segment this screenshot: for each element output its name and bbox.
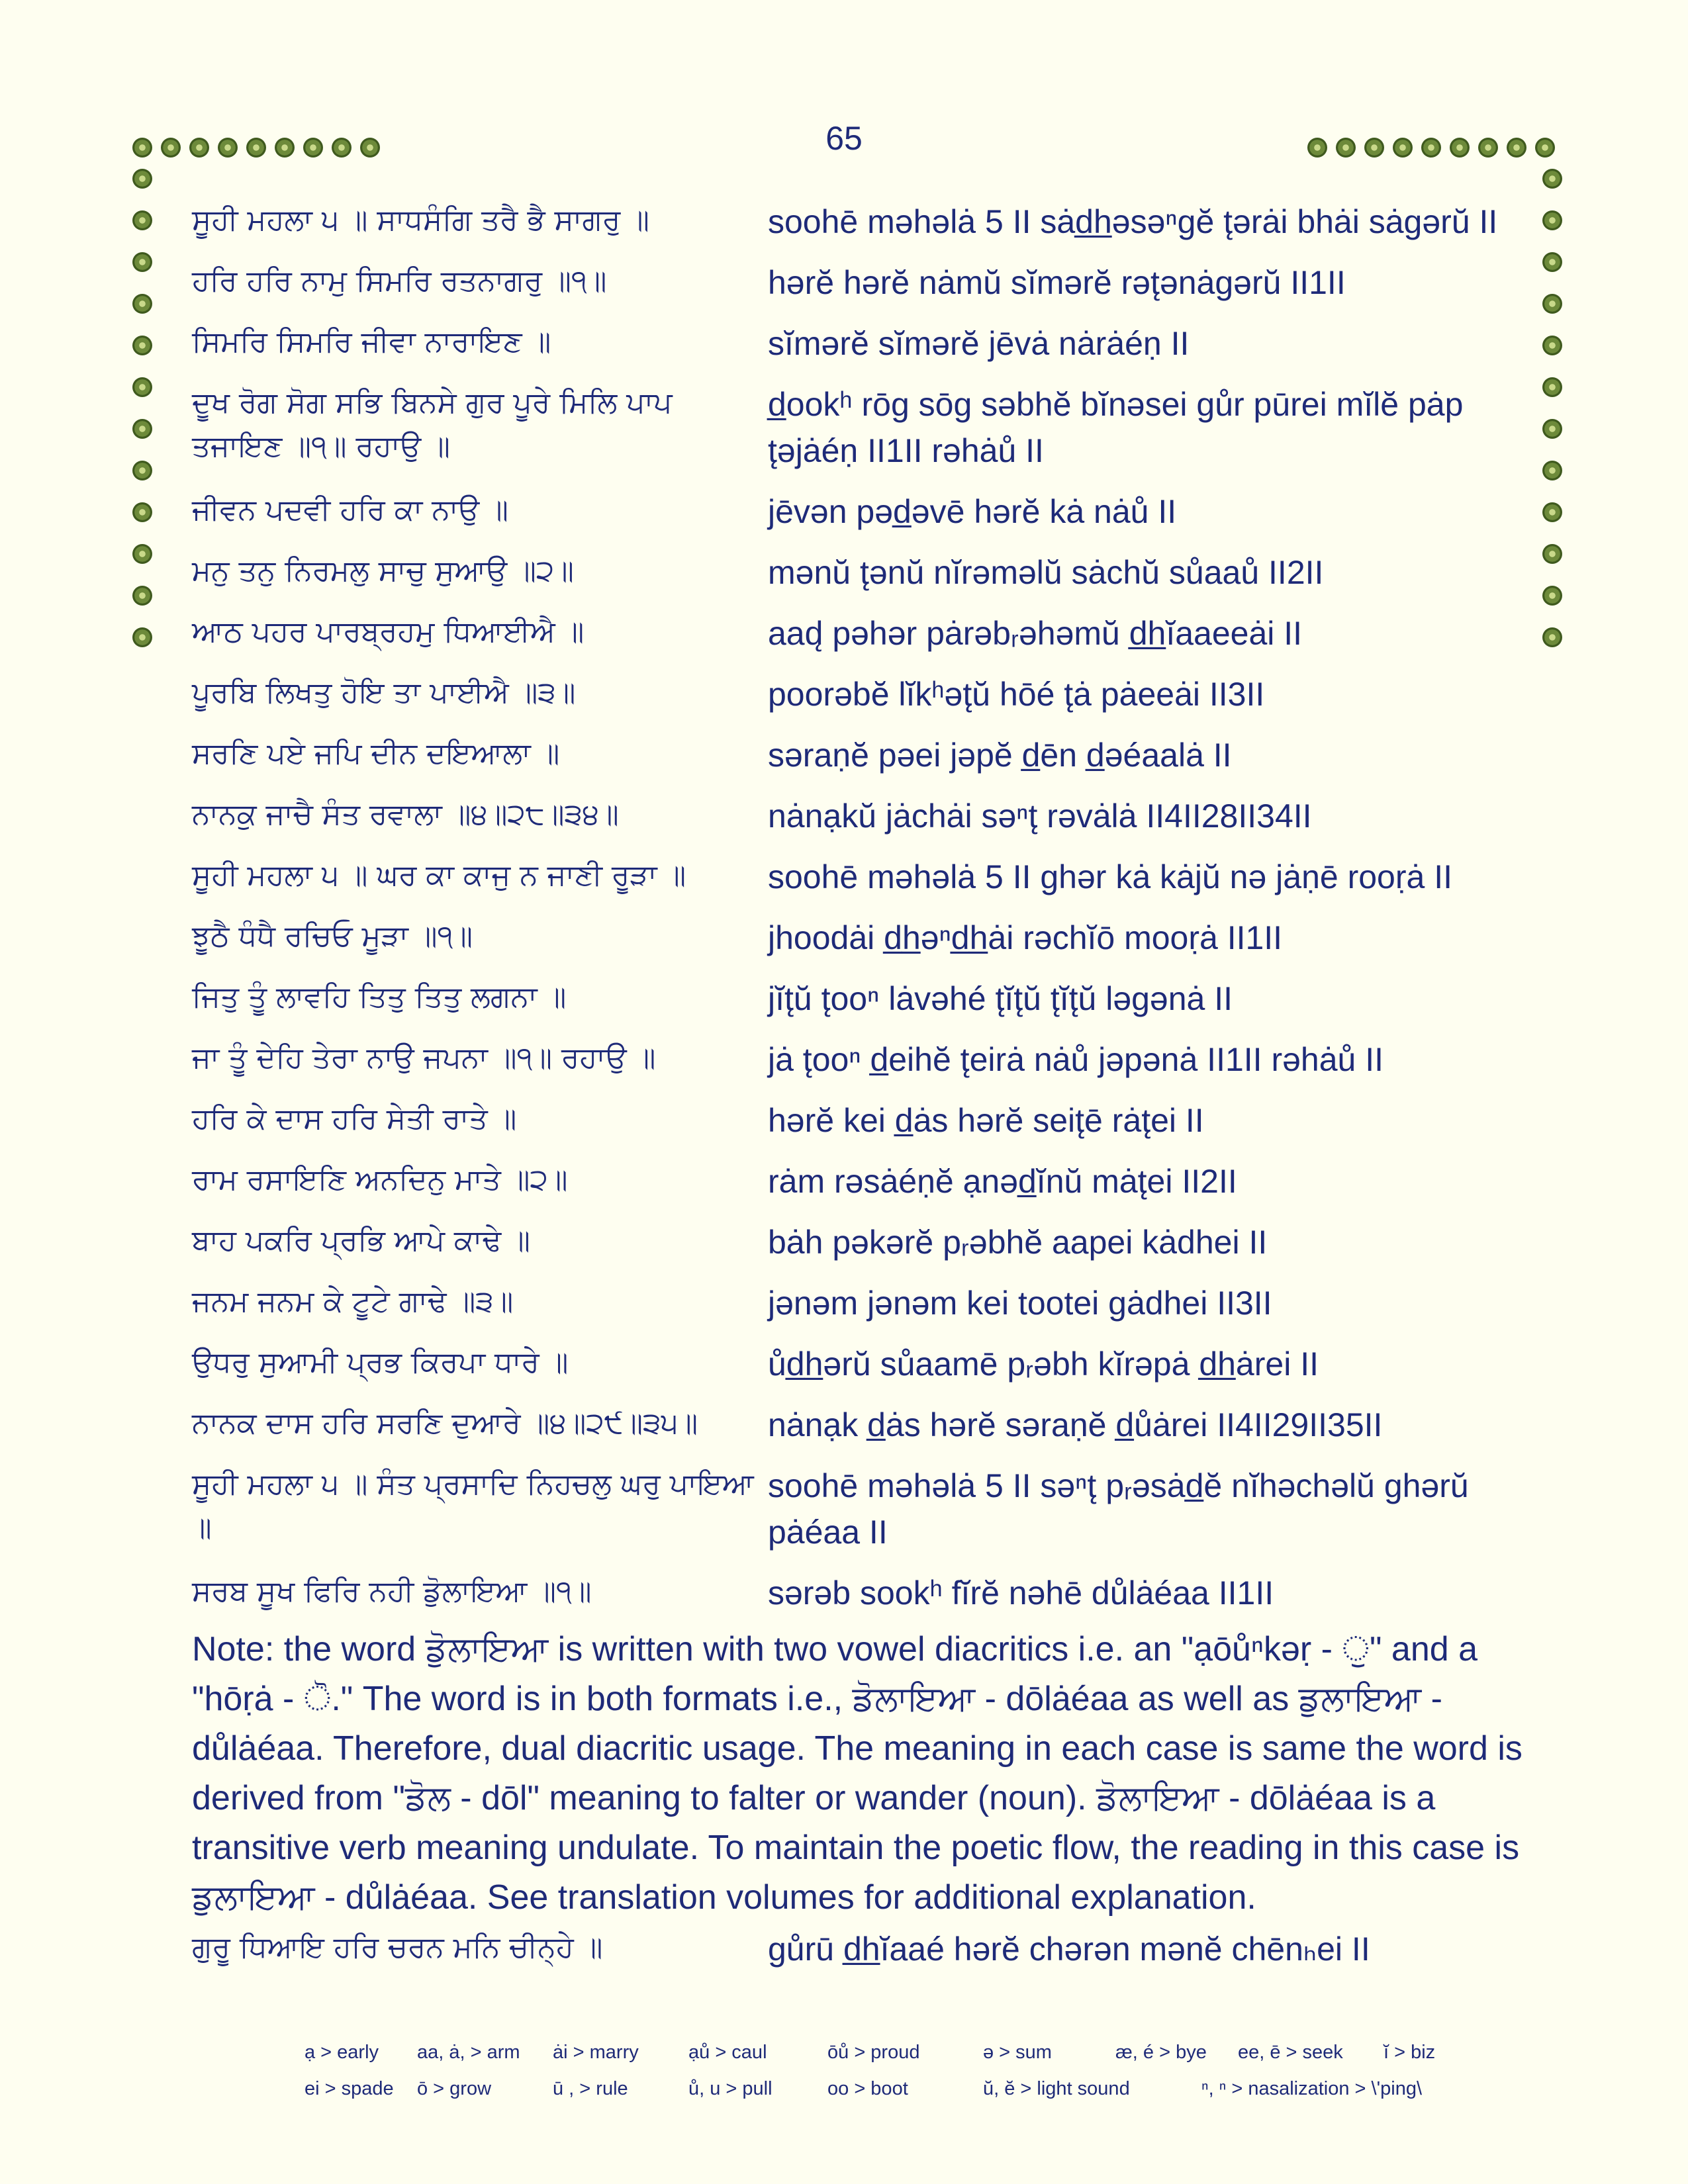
verse-row (192, 854, 1523, 900)
flower-ornament (1542, 586, 1562, 606)
flower-ornament (132, 210, 152, 230)
legend-item: ŭ, ĕ > light sound (983, 2078, 1130, 2099)
gurmukhi-text: ਸਰਣਿ ਪਏ ਜਪਿ ਦੀਨ ਦਇਆਲਾ ॥ (192, 737, 560, 770)
legend-item: ạů > caul (688, 2042, 767, 2063)
transliteration-text: səraṇĕ pəei jəpĕ d̲ēn d̲əéaalȧ II (768, 737, 1232, 774)
flower-ornament (132, 336, 152, 355)
flower-ornament (246, 138, 266, 158)
legend-item: æ, é > bye (1115, 2042, 1207, 2063)
verse-row (192, 1341, 1523, 1387)
flower-ornament (1336, 138, 1356, 158)
flower-ornament (1542, 627, 1562, 647)
transliteration-text: hərĕ kei d̲ȧs hərĕ seit̨ē rȧt̨ei II (768, 1102, 1204, 1139)
transliteration-text: bȧh pəkərĕ pᵣəbhĕ aapei kȧdhei II (768, 1224, 1268, 1261)
verse-row (192, 1097, 1523, 1144)
flower-ornament (1393, 138, 1413, 158)
legend-item: ee, ē > seek (1238, 2042, 1343, 2063)
transliteration-text: gůrū d̲h̲ĭaaé hərĕ chərən mənĕ chēnₕei II (768, 1931, 1370, 1968)
legend-item: ĭ > biz (1383, 2042, 1436, 2063)
legend-item: ȧi > marry (553, 2042, 639, 2063)
flower-ornament (132, 627, 152, 647)
verse-row (192, 549, 1523, 596)
flower-ornament (1450, 138, 1470, 158)
flower-ornament (132, 502, 152, 522)
verse-row (192, 320, 1523, 367)
gurmukhi-text: ਸੂਹੀ ਮਹਲਾ ੫ ॥ ਘਰ ਕਾ ਕਾਜੁ ਨ ਜਾਣੀ ਰੂੜਾ ॥ (192, 858, 686, 892)
flower-ornament (132, 294, 152, 314)
flower-ornament (132, 544, 152, 564)
verse-row (192, 1926, 1523, 1972)
legend-item: oo > boot (827, 2078, 908, 2099)
legend-item: ə > sum (983, 2042, 1052, 2063)
gurmukhi-text: ਨਾਨਕ ਦਾਸ ਹਰਿ ਸਰਣਿ ਦੁਆਰੇ ॥੪॥੨੯॥੩੫॥ (192, 1406, 698, 1440)
transliteration-text: mənŭ t̨ənŭ nĭrəməlŭ sȧchŭ sůaaů II2II (768, 554, 1324, 591)
flower-ornament (1542, 336, 1562, 355)
gurmukhi-text: ਜਿਤੁ ਤੂੰ ਲਾਵਹਿ ਤਿਤੁ ਤਿਤੁ ਲਗਨਾ ॥ (192, 980, 567, 1014)
verse-row (192, 381, 1523, 474)
transliteration-text: jənəm jənəm kei tootei gȧdhei II3II (768, 1285, 1272, 1322)
legend-item: ei > spade (305, 2078, 394, 2099)
verse-row (192, 1570, 1523, 1616)
gurmukhi-text: ਜਨਮ ਜਨਮ ਕੇ ਟੂਟੇ ਗਾਢੇ ॥੩॥ (192, 1285, 514, 1318)
verse-row (192, 732, 1523, 778)
gurmukhi-text: ਸਰਬ ਸੂਖ ਫਿਰਿ ਨਹੀ ਡੋੁਲਾਇਆ ॥੧॥ (192, 1574, 592, 1608)
gurmukhi-text: ਉਧਰੁ ਸੁਆਮੀ ਪ੍ਰਭ ਕਿਰਪਾ ਧਾਰੇ ॥ (192, 1345, 569, 1379)
verse-row (192, 259, 1523, 306)
flower-ornament (303, 138, 323, 158)
transliteration-text: soohē məhəlȧ 5 II səⁿt̨ pᵣəsȧd̲ĕ nĭhəchəlŭ ghərŭ pȧéaa II (768, 1467, 1469, 1551)
transliteration-text: ůd̲h̲ərŭ sůaamē pᵣəbh kĭrəpȧ d̲h̲ȧrei II (768, 1345, 1319, 1383)
verse-row (192, 1036, 1523, 1083)
flower-ornament (1542, 252, 1562, 272)
verse-row (192, 793, 1523, 839)
legend-row (305, 2042, 1496, 2064)
flower-ornament (1542, 461, 1562, 480)
flower-ornament (132, 461, 152, 480)
flower-ornament (189, 138, 209, 158)
flower-ornament (132, 169, 152, 189)
verse-row (192, 1219, 1523, 1265)
legend-item: aa, ȧ, > arm (417, 2042, 520, 2063)
gurmukhi-text: ਸੂਹੀ ਮਹਲਾ ੫ ॥ ਸੰਤ ਪ੍ਰਸਾਦਿ ਨਿਹਚਲੁ ਘਰੁ ਪਾਇਆ ॥ (192, 1467, 754, 1545)
transliteration-text: nȧnạkŭ jȧchȧi səⁿt̨ rəvȧlȧ II4II28II34II (768, 797, 1312, 835)
gurmukhi-text: ਪੂਰਬਿ ਲਿਖਤੁ ਹੋਇ ਤਾ ਪਾਈਐ ॥੩॥ (192, 676, 576, 709)
transliteration-text: soohē məhəlȧ 5 II ghər kȧ kȧjŭ nə jȧṇē rooṛȧ II (768, 858, 1452, 895)
flower-ornament (1364, 138, 1384, 158)
legend-item: ⁿ, ⁿ > nasalization > \'ping\ (1201, 2078, 1423, 2099)
flower-ornament (161, 138, 181, 158)
transliteration-text: jĭt̨ŭ t̨ooⁿ lȧvəhé t̨ĭt̨ŭ t̨ĭt̨ŭ ləgənȧ II (768, 980, 1233, 1017)
transliteration-text: rȧm rəsȧéṇĕ ạnəd̲ĭnŭ mȧt̨ei II2II (768, 1163, 1237, 1200)
transliteration-text: nȧnạk d̲ȧs hərĕ səraṇĕ d̲ůȧrei II4II29II35II (768, 1406, 1383, 1443)
gurmukhi-text: ਸਿਮਰਿ ਸਿਮਰਿ ਜੀਵਾ ਨਾਰਾਇਣ ॥ (192, 325, 551, 359)
flower-ornament (132, 252, 152, 272)
legend-item: ō > grow (417, 2078, 492, 2099)
legend-item: ōů > proud (827, 2042, 920, 2063)
gurmukhi-text: ਨਾਨਕੁ ਜਾਚੈ ਸੰਤ ਰਵਾਲਾ ॥੪॥੨੮॥੩੪॥ (192, 797, 619, 831)
gurmukhi-text: ਆਠ ਪਹਰ ਪਾਰਬ੍ਰਹਮੁ ਧਿਆਈਐ ॥ (192, 615, 585, 649)
transliteration-text: jhoodȧi d̲h̲əⁿd̲h̲ȧi rəchĭō mooṛȧ II1II (768, 919, 1283, 956)
legend-row (305, 2078, 1496, 2100)
flower-ornament (360, 138, 380, 158)
gurmukhi-text: ਜਾ ਤੂੰ ਦੇਹਿ ਤੇਰਾ ਨਾਉ ਜਪਨਾ ॥੧॥ ਰਹਾਉ ॥ (192, 1041, 656, 1075)
flower-ornament (332, 138, 352, 158)
verse-row (192, 1280, 1523, 1326)
verse-list (192, 199, 1523, 1631)
flower-ornament (132, 138, 152, 158)
diacritic-note: Note: the word ਡੋੁਲਾਇਆ is written with two vowel diacritics i.e. an "ạōůⁿkəṛ - ੁ" and a "hōṛȧ - ੋ." The word is in both formats i.e., ਡੋਲਾਇਆ - dōlȧéaa as well as ਡੁਲਾਇਆ - důlȧéaa. Therefore, dual diacritic usage. The meaning in each case is same the word is derived from "ਡੋਲ - dōl" meaning to falter or wander (noun). ਡੋਲਾਇਆ - dōlȧéaa is a transitive verb meaning undulate. To maintain the poetic flow, the reading in this case is ਡੁਲਾਇਆ - důlȧéaa. See translation volumes for additional explanation. (192, 1630, 1523, 1917)
transliteration-text: soohē məhəlȧ 5 II sȧd̲h̲əsəⁿgĕ t̨ərȧi bhȧi sȧgərŭ II (768, 203, 1498, 240)
transliteration-text: d̲ookʰ rōg sōg səbhĕ bĭnəsei gůr pūrei mĭlĕ pȧp t̨əjȧéṇ II1II rəhȧů II (768, 386, 1464, 469)
gurmukhi-text: ਜੀਵਨ ਪਦਵੀ ਹਰਿ ਕਾ ਨਾਉ ॥ (192, 493, 508, 527)
flower-ornament (1542, 377, 1562, 397)
verse-row (192, 671, 1523, 717)
flower-ornament (218, 138, 238, 158)
gurmukhi-text: ਸੂਹੀ ਮਹਲਾ ੫ ॥ ਸਾਧਸੰਗਿ ਤਰੈ ਭੈ ਸਾਗਰੁ ॥ (192, 203, 649, 237)
flower-ornament (1542, 544, 1562, 564)
gurmukhi-text: ਹਰਿ ਹਰਿ ਨਾਮੁ ਸਿਮਰਿ ਰਤਨਾਗਰੁ ॥੧॥ (192, 264, 607, 298)
flower-ornament (1542, 169, 1562, 189)
page-number: 65 (825, 120, 863, 157)
flower-ornament (1478, 138, 1498, 158)
verse-row (192, 199, 1523, 245)
verse-row (192, 1402, 1523, 1448)
legend-item: ū , > rule (553, 2078, 628, 2099)
flower-ornament (1507, 138, 1526, 158)
transliteration-text: jēvən pəd̲əvē hərĕ kȧ nȧů II (768, 493, 1177, 530)
legend-item: ů, u > pull (688, 2078, 773, 2099)
gurmukhi-text: ਝੂਠੈ ਧੰਧੈ ਰਚਿਓ ਮੂੜਾ ॥੧॥ (192, 919, 473, 953)
pronunciation-legend (305, 2042, 1496, 2115)
flower-ornament (132, 419, 152, 439)
gurmukhi-text: ਬਾਹ ਪਕਰਿ ਪ੍ਰਭਿ ਆਪੇ ਕਾਢੇ ॥ (192, 1224, 530, 1257)
transliteration-text: poorəbĕ lĭkʰət̨ŭ hōé t̨ȧ pȧeeȧi II3II (768, 676, 1265, 713)
verse-row (192, 976, 1523, 1022)
flower-ornament (1535, 138, 1555, 158)
flower-ornament (1542, 294, 1562, 314)
gurmukhi-text: ਹਰਿ ਕੇ ਦਾਸ ਹਰਿ ਸੇਤੀ ਰਾਤੇ ॥ (192, 1102, 517, 1136)
flower-ornament (1307, 138, 1327, 158)
transliteration-text: sərəb sookʰ fĭrĕ nəhē důlȧéaa II1II (768, 1574, 1274, 1612)
gurmukhi-text: ਗੁਰੂ ਧਿਆਇ ਹਰਿ ਚਰਨ ਮਨਿ ਚੀਨ੍ਹੇ ॥ (192, 1931, 603, 1964)
verse-row (192, 1158, 1523, 1205)
flower-ornament (1421, 138, 1441, 158)
flower-ornament (1542, 210, 1562, 230)
flower-ornament (132, 586, 152, 606)
gurmukhi-text: ਦੂਖ ਰੋਗ ਸੋਗ ਸਭਿ ਬਿਨਸੇ ਗੁਰ ਪੂਰੇ ਮਿਲਿ ਪਾਪ ਤਜਾਇਣ ॥੧॥ ਰਹਾਉ ॥ (192, 386, 673, 463)
transliteration-text: jȧ t̨ooⁿ d̲eihĕ t̨eirȧ nȧů jəpənȧ II1II rəhȧů II (768, 1041, 1384, 1078)
flower-ornament (1542, 419, 1562, 439)
flower-ornament (132, 377, 152, 397)
verse-row (192, 488, 1523, 535)
verse-row (192, 915, 1523, 961)
legend-item: ạ > early (305, 2042, 379, 2063)
gurmukhi-text: ਰਾਮ ਰਸਾਇਣਿ ਅਨਦਿਨੁ ਮਾਤੇ ॥੨॥ (192, 1163, 568, 1197)
flower-ornament (275, 138, 295, 158)
gurmukhi-text: ਮਨੁ ਤਨੁ ਨਿਰਮਲੁ ਸਾਚੁ ਸੁਆਉ ॥੨॥ (192, 554, 574, 588)
transliteration-text: hərĕ hərĕ nȧmŭ sĭmərĕ rət̨ənȧgərŭ II1II (768, 264, 1346, 301)
transliteration-text: sĭmərĕ sĭmərĕ jēvȧ nȧrȧéṇ II (768, 325, 1190, 362)
verse-row (192, 1463, 1523, 1555)
flower-ornament (1542, 502, 1562, 522)
verse-row (192, 610, 1523, 657)
transliteration-text: aad̨ pəhər pȧrəbᵣəhəmŭ d̲h̲ĭaaeeȧi II (768, 615, 1303, 652)
